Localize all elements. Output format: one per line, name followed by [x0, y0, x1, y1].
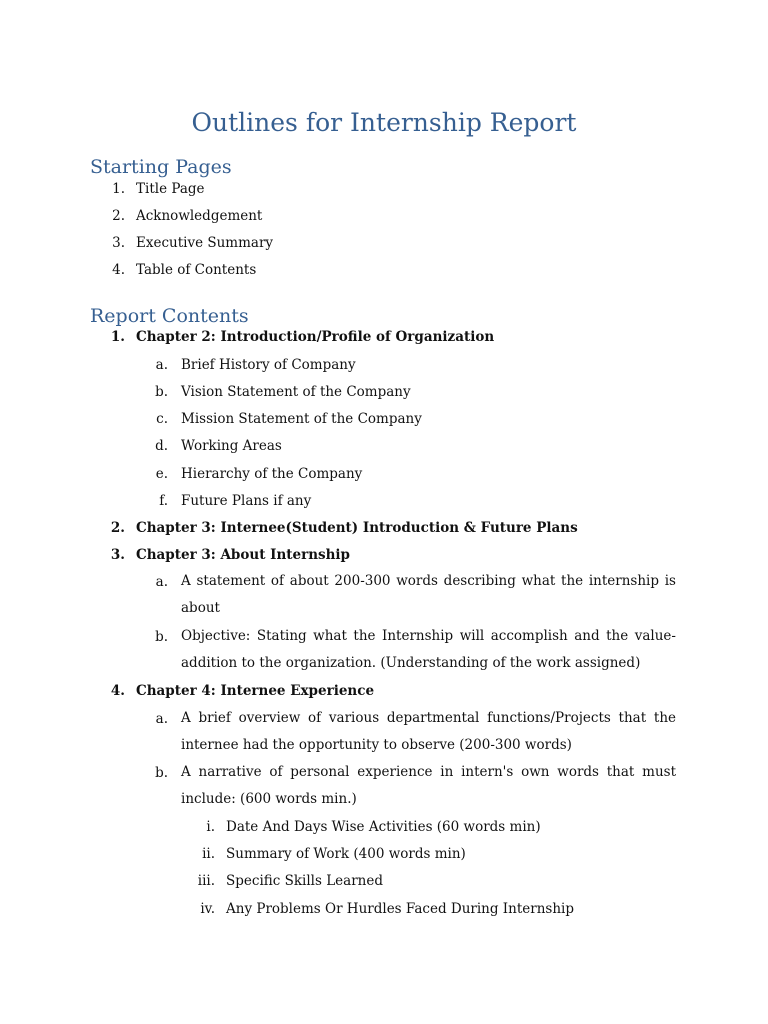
section-heading-starting-pages: Starting Pages — [90, 156, 232, 178]
list-number: 3. — [112, 235, 125, 251]
list-item: Hierarchy of the Company — [181, 466, 363, 482]
list-item: Any Problems Or Hurdles Faced During Internship — [226, 901, 574, 917]
list-number: 2. — [112, 208, 125, 224]
list-item: Acknowledgement — [136, 208, 263, 224]
list-letter: a. — [155, 711, 168, 727]
chapter-number: 2. — [110, 520, 125, 536]
list-letter: b. — [155, 765, 168, 781]
chapter-number: 4. — [110, 683, 125, 699]
chapter-title: Chapter 3: About Internship — [136, 547, 350, 563]
list-item: Vision Statement of the Company — [181, 384, 411, 400]
list-number: 1. — [112, 181, 125, 197]
list-item: Summary of Work (400 words min) — [226, 846, 466, 862]
chapter-title: Chapter 2: Introduction/Profile of Organization — [136, 329, 495, 345]
list-item: Mission Statement of the Company — [181, 411, 422, 427]
list-letter: a. — [155, 574, 168, 590]
list-roman: iii. — [197, 873, 215, 889]
list-roman: i. — [206, 819, 215, 835]
list-item: Working Areas — [181, 438, 282, 454]
chapter-title: Chapter 4: Internee Experience — [136, 683, 375, 699]
list-letter: c. — [156, 411, 168, 427]
list-letter: b. — [155, 384, 168, 400]
chapter-number: 1. — [110, 329, 125, 345]
list-item: Executive Summary — [136, 235, 274, 251]
list-item: Title Page — [136, 181, 205, 197]
list-letter: d. — [155, 438, 168, 454]
list-paragraph: A narrative of personal experience in intern's own words that must include: (600 words min.) — [181, 764, 676, 807]
list-letter: a. — [155, 357, 168, 373]
list-paragraph: A statement of about 200-300 words describing what the internship is about — [181, 573, 676, 616]
chapter-title: Chapter 3: Internee(Student) Introduction & Future Plans — [136, 520, 578, 536]
list-number: 4. — [112, 262, 125, 278]
list-item: Specific Skills Learned — [226, 873, 383, 889]
list-roman: ii. — [202, 846, 215, 862]
list-letter: e. — [155, 466, 168, 482]
list-item: Table of Contents — [136, 262, 257, 278]
document-title: Outlines for Internship Report — [191, 108, 577, 137]
list-item: Date And Days Wise Activities (60 words min) — [226, 819, 541, 835]
chapter-number: 3. — [110, 547, 125, 563]
list-item: Future Plans if any — [181, 493, 312, 509]
list-paragraph: A brief overview of various departmental functions/Projects that the internee had the opportunity to observe (200-300 words) — [181, 710, 676, 753]
list-roman: iv. — [200, 901, 215, 917]
list-letter: f. — [159, 493, 168, 509]
list-letter: b. — [155, 629, 168, 645]
list-item: Brief History of Company — [181, 357, 356, 373]
section-heading-report-contents: Report Contents — [90, 305, 249, 327]
list-paragraph: Objective: Stating what the Internship will accomplish and the value-addition to the organization. (Understanding of the work assigned) — [181, 628, 676, 671]
